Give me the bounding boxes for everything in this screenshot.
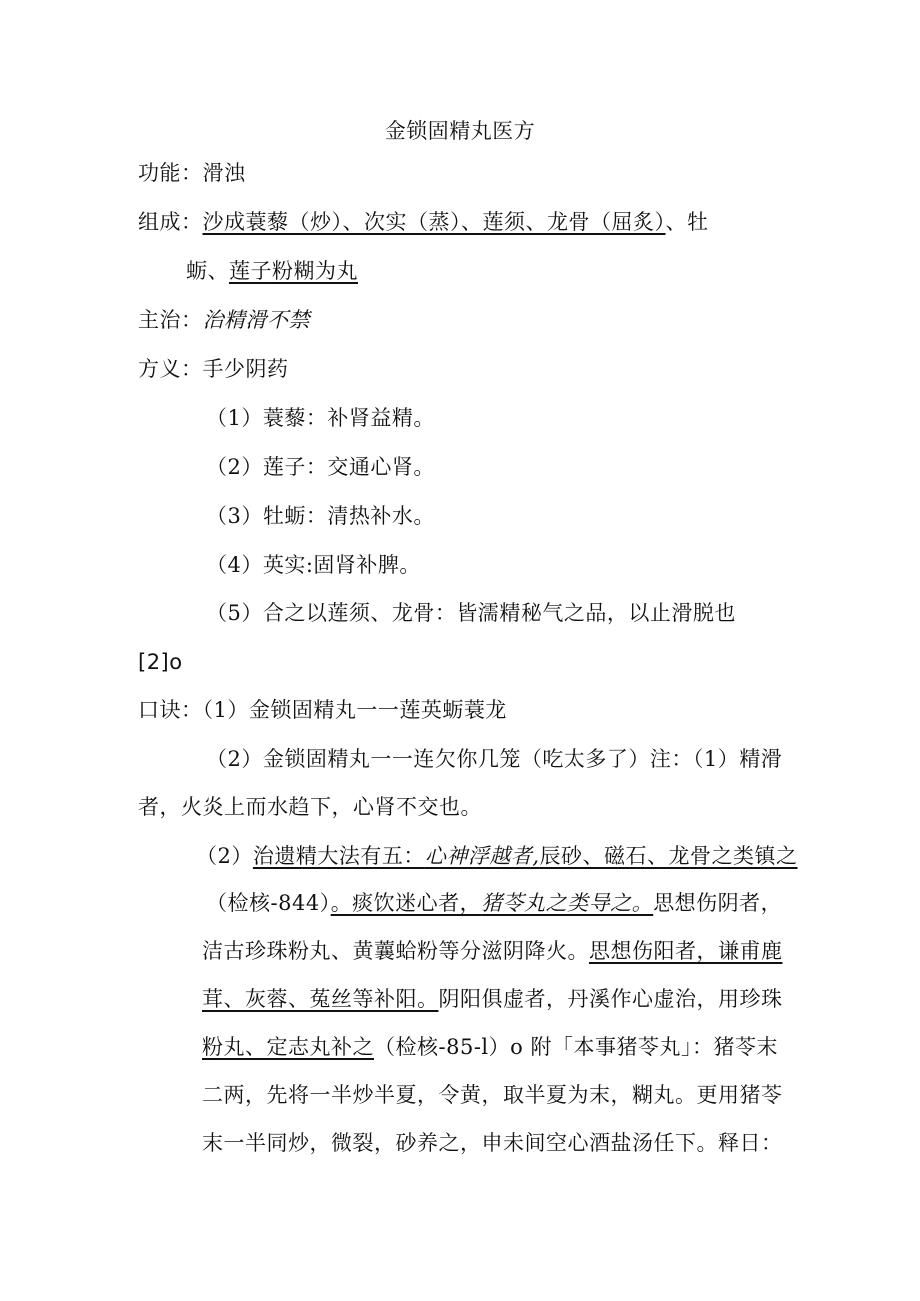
mnemonic-item-2-line-2: 者，火炎上而水趋下，心肾不交也。 xyxy=(138,795,482,819)
note2-text: 思想伤阴者， xyxy=(653,891,783,915)
note2-line-4 xyxy=(202,984,783,1014)
meaning-line xyxy=(138,354,289,384)
meaning-item: （5）合之以莲须、龙骨：皆濡精秘气之品，以止滑脱也 xyxy=(206,601,736,625)
meaning-item: （4）英实:固肾补脾。 xyxy=(206,553,421,577)
composition-line2-head: 蛎、 xyxy=(186,259,229,283)
indication-value: 治精滑不禁 xyxy=(202,308,310,332)
function-line xyxy=(138,158,246,188)
note2-underlined: 。痰饮迷心者， xyxy=(330,891,482,915)
note2-text: 洁古珍珠粉丸、黄蘘蛤粉等分滋阴降火。 xyxy=(202,939,589,963)
note2-line-5 xyxy=(202,1032,778,1062)
note2-underlined: 粉丸、定志丸补之 xyxy=(202,1035,374,1059)
composition-ingredients-underlined: 沙成蓑藜（炒）、次实（蒸）、莲须、龙骨（屈炙） xyxy=(202,210,666,234)
note2-underlined: 茸、灰蓉、菟丝等补阳。 xyxy=(202,987,439,1011)
note2-text: 阴阳俱虚者，丹溪作心虚治，用珍珠 xyxy=(438,987,783,1011)
note2-line-6: 二两，先将一半炒半夏，令黄，取半夏为末，糊丸。更用猪苓 xyxy=(202,1083,783,1107)
meaning-item: （2）莲子：交通心肾。 xyxy=(206,455,435,479)
composition-label: 组成： xyxy=(138,210,203,234)
function-value: 滑浊 xyxy=(202,161,246,185)
mnemonic-line-1 xyxy=(138,695,507,725)
note2-line-3 xyxy=(202,936,783,966)
note2-underlined-italic: 猪苓丸之类导之。 xyxy=(481,891,654,915)
function-label: 功能： xyxy=(138,161,203,185)
note2-line-7: 末一半同炒，微裂，砂养之，申未间空心酒盐汤任下。释日： xyxy=(202,1131,783,1155)
note2-line-2 xyxy=(206,888,782,918)
note2-prefix: （2） xyxy=(196,844,253,868)
note2-underlined: 治遗精大法有五： xyxy=(252,844,425,868)
composition-line-1 xyxy=(138,207,709,237)
mnemonic-label: 口诀： xyxy=(138,698,203,722)
meaning-label: 方义： xyxy=(138,357,203,381)
note2-underlined-italic: 心神浮越者, xyxy=(424,844,540,868)
note2-line-1 xyxy=(196,841,798,871)
note2-underlined: 辰砂、磁石、龙骨之类镇之 xyxy=(539,844,798,868)
composition-line2-underlined: 莲子粉糊为丸 xyxy=(229,259,358,283)
meaning-wrap: [2]o xyxy=(138,650,183,674)
mnemonic-item-2-line-1: （2）金锁固精丸一一连欠你几笼（吃太多了）注：（1）精滑 xyxy=(206,747,783,771)
indication-line xyxy=(138,305,310,335)
composition-tail: 、牡 xyxy=(665,210,709,234)
document-title: 金锁固精丸医方 xyxy=(384,119,536,143)
meaning-value: 手少阴药 xyxy=(202,357,289,381)
note2-underlined: 思想伤阳者，谦甫鹿 xyxy=(589,939,783,963)
meaning-item: （1）蓑藜：补肾益精。 xyxy=(206,406,435,430)
note2-text: （检核-85-l）o 附「本事猪苓丸」：猪苓末 xyxy=(374,1035,778,1059)
composition-line-2 xyxy=(186,256,358,286)
mnemonic-item-1: （1）金锁固精丸一一莲英蛎蓑龙 xyxy=(202,698,507,722)
meaning-item: （3）牡蛎：清热补水。 xyxy=(206,504,435,528)
indication-label: 主治： xyxy=(138,308,203,332)
note2-ref: （检核-844） xyxy=(206,891,331,915)
